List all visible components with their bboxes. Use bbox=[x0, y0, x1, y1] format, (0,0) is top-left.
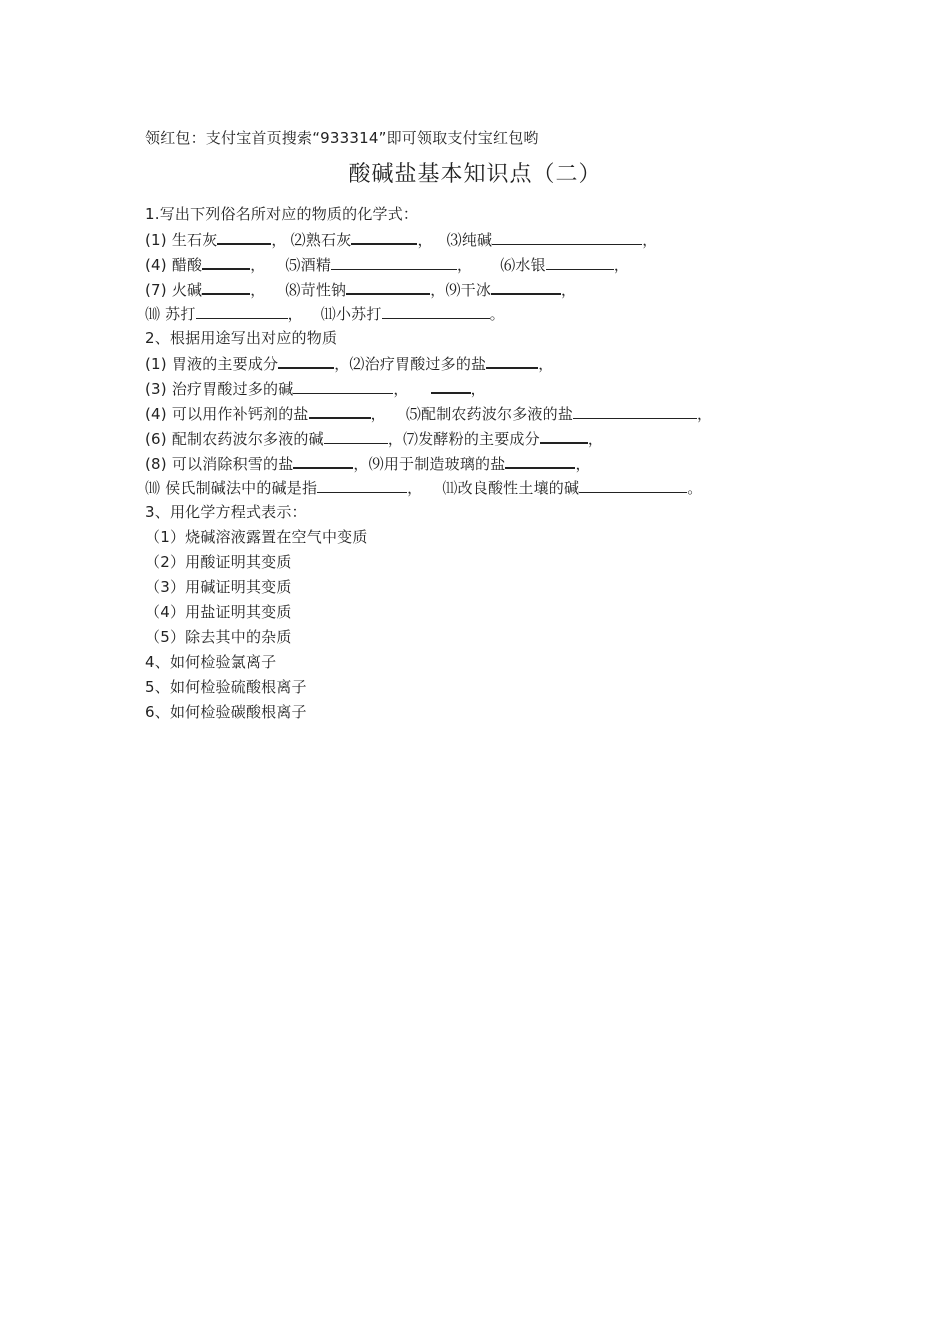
s2-item9-label: ⑼用于制造玻璃的盐 bbox=[368, 455, 506, 473]
section3-item: （5）除去其中的杂质 bbox=[145, 628, 292, 646]
punct: ， bbox=[457, 256, 473, 274]
s1-item8-label: ⑻苛性钠 bbox=[285, 281, 347, 299]
s1-item4-label: (4) 醋酸 bbox=[145, 256, 203, 274]
s1-item7-blank[interactable] bbox=[202, 279, 250, 295]
punct: ， bbox=[561, 281, 577, 299]
punct: 。 bbox=[489, 305, 505, 323]
punct: ， bbox=[587, 430, 604, 448]
s1-item9-label: ⑼干冰 bbox=[445, 281, 492, 299]
s1-item3-blank[interactable] bbox=[492, 230, 642, 245]
section2-row2 bbox=[145, 378, 486, 399]
section3-item: （3）用碱证明其变质 bbox=[145, 578, 292, 596]
section2-row4 bbox=[145, 428, 603, 449]
punct: ， bbox=[538, 355, 554, 373]
punct: ， bbox=[575, 455, 591, 473]
punct: ， bbox=[642, 231, 658, 249]
punct: ， bbox=[271, 231, 287, 249]
section1-row2 bbox=[145, 254, 629, 275]
s2-item4-label: (4) 可以用作补钙剂的盐 bbox=[145, 405, 309, 423]
s1-item8-blank[interactable] bbox=[346, 279, 430, 295]
section1-row4 bbox=[145, 304, 505, 324]
punct: ， bbox=[353, 455, 369, 473]
s1-item3-label: ⑶纯碱 bbox=[446, 231, 493, 249]
s2-item3-blank[interactable] bbox=[293, 379, 393, 394]
s2-item7-blank[interactable] bbox=[540, 428, 588, 444]
section5-heading: 5、如何检验硫酸根离子 bbox=[145, 678, 307, 696]
section1-heading: 1.写出下列俗名所对应的物质的化学式： bbox=[145, 205, 419, 223]
section3-item: （2）用酸证明其变质 bbox=[145, 553, 292, 571]
punct: ， bbox=[287, 305, 303, 323]
s2-item2-blank[interactable] bbox=[486, 353, 538, 369]
s2-item5-blank[interactable] bbox=[573, 404, 697, 419]
s2-item4-blank[interactable] bbox=[309, 403, 371, 419]
s1-item9-blank[interactable] bbox=[491, 279, 561, 295]
s2-item3b-blank[interactable] bbox=[431, 378, 471, 394]
punct: ， bbox=[370, 405, 386, 423]
s2-item11-label: ⑾改良酸性土壤的碱 bbox=[442, 479, 580, 497]
s2-item1-label: (1) 胃液的主要成分 bbox=[145, 355, 279, 373]
punct: ， bbox=[387, 430, 404, 448]
punct: ， bbox=[250, 256, 266, 274]
s1-item10-blank[interactable] bbox=[196, 304, 288, 319]
section3-heading: 3、用化学方程式表示： bbox=[145, 503, 307, 521]
s2-item9-blank[interactable] bbox=[505, 453, 575, 469]
s1-item10-label: ⑽ 苏打 bbox=[145, 305, 196, 323]
section1-row3 bbox=[145, 279, 576, 300]
section3-item: （1）烧碱溶液露置在空气中变质 bbox=[145, 528, 368, 546]
section4-heading: 4、如何检验氯离子 bbox=[145, 653, 277, 671]
section2-row1 bbox=[145, 353, 553, 374]
page-title: 酸碱盐基本知识点（二） bbox=[348, 162, 602, 187]
s1-item6-blank[interactable] bbox=[546, 255, 614, 270]
punct: ， bbox=[334, 355, 350, 373]
s1-item6-label: ⑹水银 bbox=[500, 256, 546, 274]
s2-item6-label: (6) 配制农药波尔多液的碱 bbox=[145, 430, 324, 448]
s1-item5-blank[interactable] bbox=[331, 255, 457, 270]
punct: ， bbox=[697, 405, 713, 423]
punct: ， bbox=[613, 256, 630, 274]
s2-item10-blank[interactable] bbox=[317, 478, 407, 493]
s1-item1-label: (1) 生石灰 bbox=[145, 231, 218, 249]
punct: 。 bbox=[687, 479, 703, 497]
s1-item4-blank[interactable] bbox=[202, 254, 250, 270]
section2-heading: 2、根据用途写出对应的物质 bbox=[145, 329, 338, 347]
s2-item11-blank[interactable] bbox=[579, 478, 687, 493]
s1-item7-label: (7) 火碱 bbox=[145, 281, 203, 299]
s2-item6-blank[interactable] bbox=[324, 429, 388, 444]
s1-item5-label: ⑸酒精 bbox=[285, 256, 332, 274]
punct: ， bbox=[417, 231, 433, 249]
section1-row1 bbox=[145, 229, 657, 250]
section2-row5 bbox=[145, 453, 591, 474]
header-note: 领红包：支付宝首页搜索“933314”即可领取支付宝红包哟 bbox=[145, 129, 539, 147]
punct: ， bbox=[407, 479, 423, 497]
s2-item1-blank[interactable] bbox=[278, 353, 334, 369]
section2-row6 bbox=[145, 478, 702, 498]
punct: ， bbox=[250, 281, 266, 299]
section3-item: （4）用盐证明其变质 bbox=[145, 603, 292, 621]
s2-item8-label: (8) 可以消除积雪的盐 bbox=[145, 455, 294, 473]
s1-item11-blank[interactable] bbox=[382, 304, 490, 319]
punct: ， bbox=[470, 380, 486, 398]
s2-item10-label: ⑽ 侯氏制碱法中的碱是指 bbox=[145, 479, 318, 497]
s2-item3-label: (3) 治疗胃酸过多的碱 bbox=[145, 380, 294, 398]
punct: ， bbox=[393, 380, 409, 398]
s1-item2-label: ⑵熟石灰 bbox=[290, 231, 352, 249]
s2-item5-label: ⑸配制农药波尔多液的盐 bbox=[405, 405, 574, 423]
s1-item11-label: ⑾小苏打 bbox=[320, 305, 382, 323]
s2-item8-blank[interactable] bbox=[293, 453, 353, 469]
punct: ， bbox=[430, 281, 446, 299]
s2-item2-label: ⑵治疗胃酸过多的盐 bbox=[349, 355, 487, 373]
s1-item1-blank[interactable] bbox=[217, 229, 271, 245]
section6-heading: 6、如何检验碳酸根离子 bbox=[145, 703, 307, 721]
s1-item2-blank[interactable] bbox=[351, 229, 417, 245]
s2-item7-label: ⑺发酵粉的主要成分 bbox=[403, 430, 540, 448]
section2-row3 bbox=[145, 403, 712, 424]
